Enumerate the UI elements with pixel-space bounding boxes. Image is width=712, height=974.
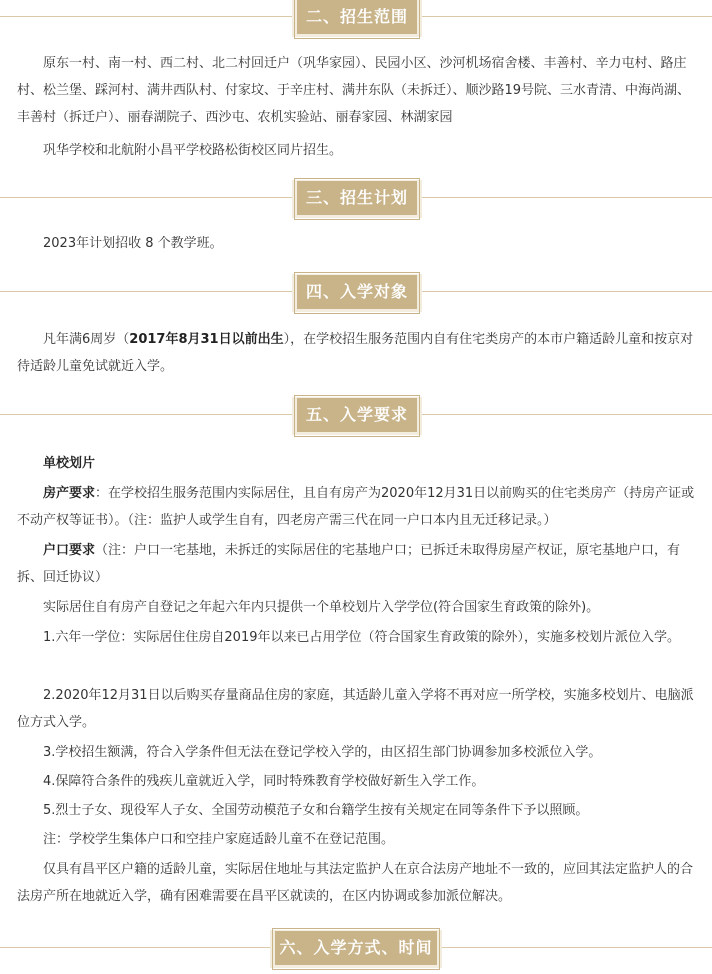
section-header-target bbox=[0, 270, 712, 314]
section-header-requirements bbox=[0, 393, 712, 437]
req-heading: 单校划片 bbox=[43, 456, 96, 471]
section-header-method bbox=[0, 926, 712, 970]
req-note: 注：学校学生集体户口和空挂户家庭适龄儿童不在登记范围。 bbox=[43, 832, 395, 847]
section-header-plan bbox=[0, 176, 712, 220]
req-item-5: 5.烈士子女、现役军人子女、全国劳动模范子女和台籍学生按有关规定在同等条件下予以照顾。 bbox=[43, 803, 589, 818]
housing-label: 房产要求 bbox=[43, 486, 96, 501]
hukou-label: 户口要求 bbox=[43, 543, 96, 558]
section-title: 二、招生范围 bbox=[297, 0, 417, 34]
req-housing: 房产要求：在学校招生服务范围内实际居住，且自有房产为2020年12月31日以前购买的住宅类房产（持房产证或不动产权等证书）。（注：监护人或学生自有，四老房产需三代在同一户口本内且无迁移记录。） bbox=[17, 486, 695, 528]
req-item-2: 2.2020年12月31日以后购买存量商品住房的家庭，其适龄儿童入学将不再对应一所学校，实施多校划片、电脑派位方式入学。 bbox=[17, 688, 694, 730]
req-item-1: 1.六年一学位：实际居住住房自2019年以来已占用学位（符合国家生育政策的除外），实施多校划片派位入学。 bbox=[43, 630, 680, 645]
req-item-4: 4.保障符合条件的残疾儿童就近入学，同时特殊教育学校做好新生入学工作。 bbox=[43, 774, 485, 789]
req-hukou: 户口要求（注：户口一宅基地，未拆迁的实际居住的宅基地户口；已拆迁未取得房屋产权证，原宅基地户口，有拆、回迁协议） bbox=[17, 543, 681, 585]
req-item-3: 3.学校招生额满，符合入学条件但无法在登记学校入学的，由区招生部门协调参加多校派位入学。 bbox=[43, 745, 602, 760]
section-header-scope bbox=[0, 0, 712, 39]
req-six-year: 实际居住自有房产自登记之年起六年内只提供一个单校划片入学学位(符合国家生育政策的除外)。 bbox=[43, 600, 600, 615]
req-closing: 仅具有昌平区户籍的适龄儿童，实际居住地址与其法定监护人在京合法房产地址不一致的，应回其法定监护人的合法房产所在地就近入学，确有困难需要在昌平区就读的，在区内协调或参加派位解决。 bbox=[17, 862, 694, 904]
plan-text: 2023年计划招收 8 个教学班。 bbox=[43, 236, 223, 251]
target-text: 凡年满6周岁（2017年8月31日以前出生），在学校招生服务范围内自有住宅类房产的本市户籍适龄儿童和按京对待适龄儿童免试就近入学。 bbox=[17, 332, 694, 374]
section-title: 四、入学对象 bbox=[297, 275, 417, 309]
scope-villages: 原东一村、南一村、西二村、北二村回迁户（巩华家园）、民园小区、沙河机场宿舍楼、丰善村、辛力屯村、路庄村、松兰堡、踩河村、满井西队村、付家坟、于辛庄村、满井东队（未拆迁）、顺沙路19号院、三水青清、中海尚湖、丰善村（拆迁户）、丽春湖院子、西沙屯、农机实验站、丽春家园、林湖家园 bbox=[17, 56, 691, 125]
section-title: 六、入学方式、时间 bbox=[275, 931, 437, 965]
birthdate-cutoff: 2017年8月31日以前出生 bbox=[129, 332, 284, 347]
section-title: 五、入学要求 bbox=[297, 398, 417, 432]
section-title: 三、招生计划 bbox=[297, 181, 417, 215]
scope-note: 巩华学校和北航附小昌平学校路松街校区同片招生。 bbox=[43, 143, 343, 158]
